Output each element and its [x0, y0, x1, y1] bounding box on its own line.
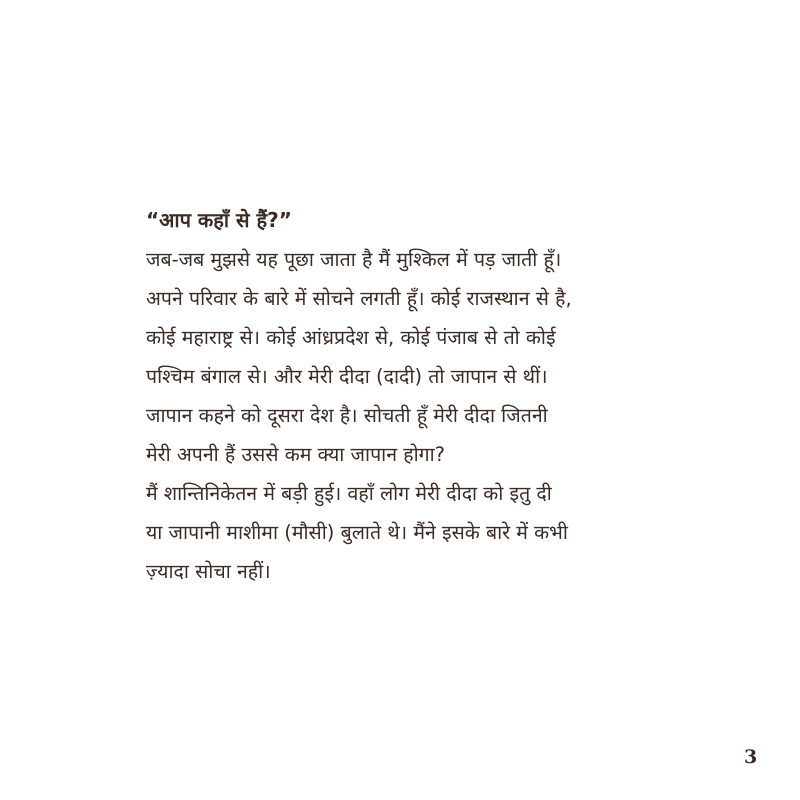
text-line: अपने परिवार के बारे में सोचने लगती हूँ। कोई राजस्थान से है, — [146, 287, 572, 310]
text-line: जापान कहने को दूसरा देश है। सोचती हूँ मेरी दीदा जितनी — [146, 404, 548, 427]
text-line: कोई महाराष्ट्र से। कोई आंध्रप्रदेश से, कोई पंजाब से तो कोई — [146, 326, 556, 349]
paragraph-2 — [146, 474, 666, 591]
page-number: 3 — [744, 746, 758, 768]
text-line: ज़्यादा सोचा नहीं। — [146, 560, 271, 583]
text-line: या जापानी माशीमा (मौसी) बुलाते थे। मैंने इसके बारे में कभी — [146, 521, 568, 544]
text-line: मेरी अपनी हैं उससे कम क्या जापान होगा? — [146, 443, 446, 466]
text-line: जब-जब मुझसे यह पूछा जाता है मैं मुश्किल में पड़ जाती हूँ। — [146, 248, 562, 271]
text-line: मैं शान्तिनिकेतन में बड़ी हुई। वहाँ लोग मेरी दीदा को इतु दी — [146, 482, 552, 505]
page-heading: “आप कहाँ से हैं?” — [146, 208, 292, 232]
story-text — [146, 200, 666, 591]
text-line: पश्चिम बंगाल से। और मेरी दीदा (दादी) तो जापान से थीं। — [146, 365, 548, 388]
paragraph-1 — [146, 240, 666, 474]
